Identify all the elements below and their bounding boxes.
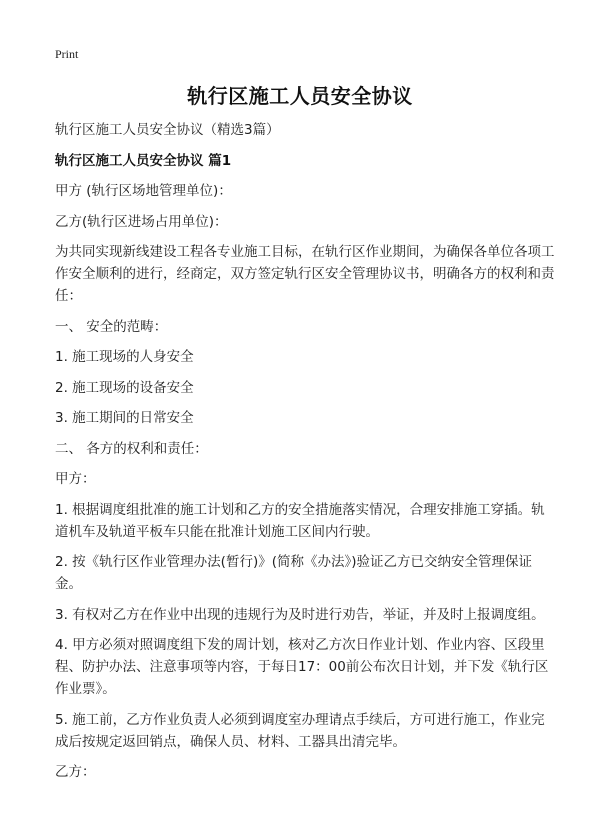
paragraph-clause: 2. 按《轨行区作业管理办法(暂行)》(简称《办法》)验证乙方已交纳安全管理保证金。 xyxy=(55,554,532,592)
paragraph-clause: 5. 施工前，乙方作业负责人必须到调度室办理请点手续后，方可进行施工，作业完成后按规定返回销点，确保人员、材料、工器具出清完毕。 xyxy=(55,711,545,750)
paragraph-scope-item: 1. 施工现场的人身安全 xyxy=(55,349,194,365)
paragraph-scope-item: 2. 施工现场的设备安全 xyxy=(55,379,194,396)
paragraph-party-b-label: 乙方： xyxy=(55,764,96,780)
document-subtitle: 轨行区施工人员安全协议（精选3篇） xyxy=(55,122,280,138)
paragraph-party-a-label: 甲方： xyxy=(55,471,96,487)
paragraph-clause: 1. 根据调度组批准的施工计划和乙方的安全措施落实情况，合理安排施工穿插。轨道机车及轨道平板车只能在批准计划施工区间内行驶。 xyxy=(55,501,545,540)
paragraph-scope-heading: 一、 安全的范畴： xyxy=(55,318,168,335)
paragraph-scope-item: 3. 施工期间的日常安全 xyxy=(55,410,194,426)
paragraph-intro: 为共同实现新线建设工程各专业施工目标，在轨行区作业期间，为确保各单位各项工作安全顺利的进行，经商定，双方签定轨行区安全管理协议书，明确各方的权利和责任： xyxy=(55,244,555,304)
document-body xyxy=(55,119,555,792)
section-heading: 轨行区施工人员安全协议 篇1 xyxy=(55,152,232,169)
paragraph-clause: 3. 有权对乙方在作业中出现的违规行为及时进行劝告，举证，并及时上报调度组。 xyxy=(55,606,545,623)
document-title: 轨行区施工人员安全协议 xyxy=(187,84,413,108)
paragraph-clause: 4. 甲方必须对照调度组下发的周计划，核对乙方次日作业计划、作业内容、区段里程、防护办法、注意事项等内容，于每日17：00前公布次日计划，并下发《轨行区作业票》。 xyxy=(55,637,549,697)
paragraph-party-a: 甲方 (轨行区场地管理单位)： xyxy=(55,183,232,199)
print-label: Print xyxy=(55,47,79,61)
paragraph-party-b: 乙方(轨行区进场占用单位)： xyxy=(55,213,228,230)
paragraph-rights-heading: 二、 各方的权利和责任： xyxy=(55,440,208,457)
